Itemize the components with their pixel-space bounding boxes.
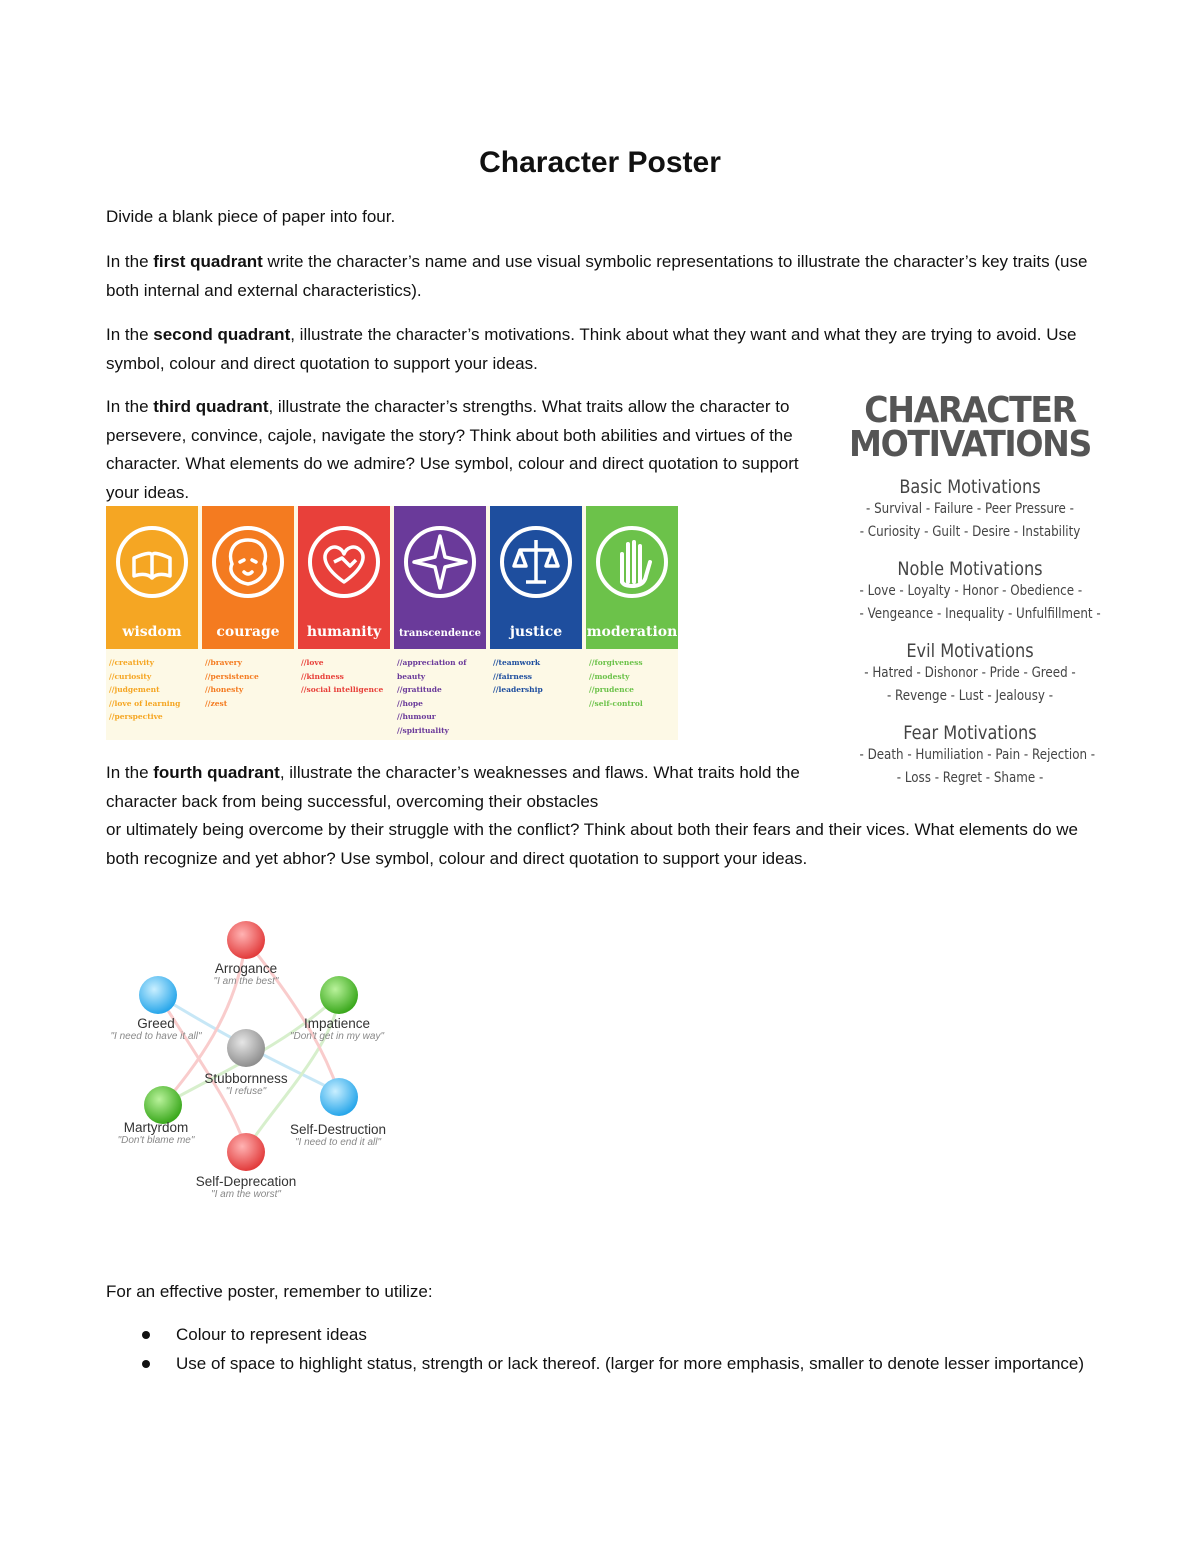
virtue-trait: //judgement [109, 685, 160, 694]
heart-handshake-icon [298, 506, 390, 618]
q4-rest1: , illustrate the character’s weaknesses and flaws. What traits hold the character back from being successful, overcoming their obstacles [106, 763, 800, 811]
bullet-icon [142, 1360, 150, 1368]
flaw-quote: "I am the best" [213, 976, 279, 987]
arrogance-label [176, 961, 316, 987]
flaw-name: Arrogance [214, 961, 278, 976]
flaw-name: Greed [137, 1016, 175, 1031]
virtue-traits [589, 656, 677, 710]
virtue-trait: //love of learning [109, 698, 181, 708]
list-item-text: Use of space to highlight status, strength or lack thereof. (larger for more emphasis, smaller to denote lesser importance) [176, 1354, 1085, 1373]
virtue-name: moderation [586, 624, 678, 640]
fear-motivations-line: - Death - Humiliation - Pain - Rejection - [859, 747, 1096, 763]
virtue-trait: //leadership [493, 685, 543, 694]
evil-motivations-line: - Revenge - Lust - Jealousy - [886, 688, 1054, 704]
virtue-name: humanity [306, 624, 382, 640]
motivations-title-line1: CHARACTER [864, 390, 1076, 431]
virtue-trait: //self-control [589, 698, 643, 708]
flaws-diagram [106, 915, 406, 1215]
intro-paragraph: Divide a blank piece of paper into four. [106, 207, 396, 226]
virtue-trait: //spirituality [397, 725, 449, 735]
virtue-trait: //prudence [589, 685, 634, 694]
flaw-name: Self-Destruction [289, 1122, 387, 1137]
fear-motivations-line: - Loss - Regret - Shame - [896, 770, 1044, 786]
flaw-quote: "I refuse" [225, 1086, 267, 1097]
virtue-traits [109, 656, 197, 724]
virtue-trait: //hope [397, 698, 423, 708]
virtue-justice [490, 506, 582, 740]
fourth-quadrant-paragraph-continued: or ultimately being overcome by their struggle with the conflict? Think about both their fears and their vices. What elements do we both recognize and yet abhor? Use symbol, colour and direct quotation to support your ideas. [106, 820, 1079, 868]
motivations-title-line2: MOTIVATIONS [849, 424, 1091, 465]
noble-motivations-line: - Vengeance - Inequality - Unfulfillment - [859, 606, 1101, 622]
virtue-trait: //appreciation of beauty [397, 658, 467, 681]
virtue-name: wisdom [122, 624, 182, 640]
virtue-trait: //curiosity [109, 671, 152, 681]
basic-motivations-line: - Survival - Failure - Peer Pressure - [866, 501, 1074, 517]
bullet-icon [142, 1331, 150, 1339]
virtue-traits [301, 656, 389, 697]
impatience-node [320, 976, 358, 1014]
virtue-trait: //persistence [205, 671, 259, 681]
virtue-trait: //modesty [589, 671, 630, 681]
list-item [140, 1349, 1100, 1378]
flaw-quote: "I need to have it all" [110, 1031, 202, 1042]
list-item [140, 1320, 1100, 1349]
virtues-chart [106, 506, 678, 740]
virtue-trait: //zest [205, 698, 228, 708]
book-icon [106, 506, 198, 618]
virtue-trait: //fairness [493, 671, 533, 681]
q4-pre: In the [106, 763, 154, 782]
star-compass-icon [394, 506, 486, 618]
flaws-diagram-lines [106, 915, 406, 1215]
virtue-trait: //humour [397, 712, 436, 721]
virtue-trait: //gratitude [397, 685, 442, 694]
stubbornness-node [227, 1029, 265, 1067]
q3-rest: , illustrate the character’s strengths. What traits allow the character to persevere, convince, cajole, navigate the story? Think about both abilities and virtues of the character. What elements do we admire? Use symbol, colour and direct quotation to support your ideas. [106, 397, 799, 502]
q2-rest: , illustrate the character’s motivations. Think about what they want and what they are trying to avoid. Use symbol, colour and direct quotation to support your ideas. [106, 325, 1077, 373]
q3-bold: third quadrant [153, 397, 269, 416]
martyrdom-label [86, 1120, 226, 1146]
character-motivations-panel [840, 390, 1101, 790]
q1-pre: In the [106, 252, 154, 271]
q3-pre: In the [106, 397, 154, 416]
flaw-quote: "I am the worst" [211, 1189, 281, 1200]
second-quadrant-paragraph [106, 321, 1096, 378]
q4-bold: fourth quadrant [153, 763, 280, 782]
evil-motivations-heading: Evil Motivations [906, 640, 1034, 662]
virtue-trait: //bravery [205, 658, 242, 667]
fourth-quadrant-paragraph [106, 759, 821, 816]
greed-node [139, 976, 177, 1014]
self-deprecation-node [227, 1133, 265, 1171]
flaw-name: Stubbornness [204, 1071, 288, 1086]
virtue-trait: //creativity [109, 658, 154, 667]
flaw-quote: "Don't blame me" [117, 1135, 195, 1146]
virtue-humanity [298, 506, 390, 740]
scales-icon [490, 506, 582, 618]
fear-motivations-heading: Fear Motivations [903, 722, 1037, 744]
tips-list [140, 1320, 1100, 1378]
stubbornness-label [176, 1071, 316, 1097]
basic-motivations-heading: Basic Motivations [899, 476, 1041, 498]
flaw-name: Impatience [303, 1016, 371, 1031]
self-deprecation-label [176, 1174, 316, 1200]
virtue-name: courage [216, 624, 280, 640]
closing-paragraph: For an effective poster, remember to utilize: [106, 1282, 433, 1301]
flaw-quote: "I need to end it all" [294, 1137, 382, 1148]
virtue-name: justice [509, 624, 563, 640]
flaw-name: Self-Deprecation [195, 1174, 297, 1189]
virtue-trait: //social intelligence [301, 685, 384, 694]
self-destruction-node [320, 1078, 358, 1116]
virtue-traits [493, 656, 581, 697]
lion-icon [202, 506, 294, 618]
q2-bold: second quadrant [153, 325, 291, 344]
virtue-courage [202, 506, 294, 740]
noble-motivations-heading: Noble Motivations [897, 558, 1043, 580]
q1-bold: first quadrant [153, 252, 263, 271]
q2-pre: In the [106, 325, 154, 344]
basic-motivations-line: - Curiosity - Guilt - Desire - Instability [859, 524, 1081, 540]
virtue-traits [205, 656, 293, 710]
virtue-trait: //kindness [301, 671, 344, 681]
list-item-text: Colour to represent ideas [176, 1325, 367, 1344]
self-destruction-label [268, 1122, 408, 1148]
virtue-traits [397, 656, 485, 737]
virtue-trait: //perspective [109, 712, 163, 721]
virtue-wisdom [106, 506, 198, 740]
first-quadrant-paragraph [106, 248, 1096, 305]
virtue-moderation [586, 506, 678, 740]
evil-motivations-line: - Hatred - Dishonor - Pride - Greed - [864, 665, 1076, 681]
arrogance-node [227, 921, 265, 959]
flaw-name: Martyrdom [123, 1120, 189, 1135]
raised-hand-icon [586, 506, 678, 618]
flaw-quote: "Don't get in my way" [289, 1031, 385, 1042]
page-title: Character Poster [479, 146, 721, 179]
virtue-name: transcendence [398, 628, 482, 639]
virtue-transcendence [394, 506, 486, 740]
virtue-trait: //honesty [205, 685, 244, 694]
third-quadrant-paragraph [106, 393, 821, 507]
virtue-trait: //forgiveness [589, 658, 643, 667]
greed-label [86, 1016, 226, 1042]
impatience-label [267, 1016, 407, 1042]
virtue-trait: //love [301, 658, 324, 667]
virtue-trait: //teamwork [493, 658, 541, 667]
q1-rest: write the character’s name and use visual symbolic representations to illustrate the character’s key traits (use both internal and external characteristics). [106, 252, 1088, 300]
noble-motivations-line: - Love - Loyalty - Honor - Obedience - [859, 583, 1083, 599]
